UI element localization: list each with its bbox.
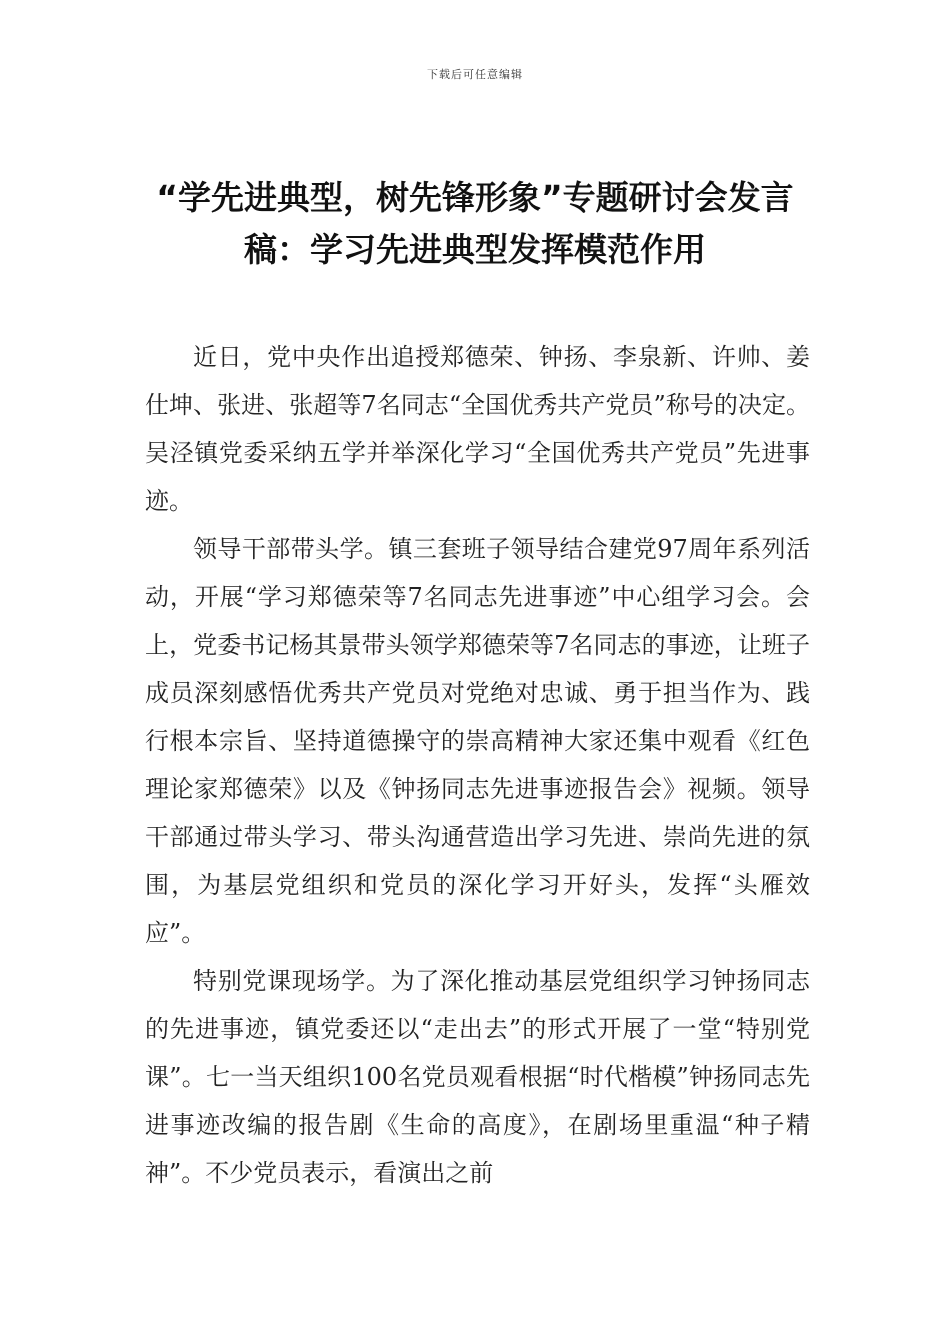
header-note: 下载后可任意编辑 bbox=[427, 68, 523, 81]
document-body bbox=[145, 333, 810, 1197]
paragraph-3: 特别党课现场学。为了深化推动基层党组织学习钟扬同志的先进事迹，镇党委还以“走出去”的形式开展了一堂“特别党课”。七一当天组织100名党员观看根据“时代楷模”钟扬同志先进事迹改编的报告剧《生命的高度》，在剧场里重温“种子精神”。不少党员表示，看演出之前 bbox=[145, 967, 810, 1187]
paragraph-2: 领导干部带头学。镇三套班子领导结合建党97周年系列活动，开展“学习郑德荣等7名同志先进事迹”中心组学习会。会上，党委书记杨其景带头领学郑德荣等7名同志的事迹，让班子成员深刻感悟优秀共产党员对党绝对忠诚、勇于担当作为、践行根本宗旨、坚持道德操守的崇高精神大家还集中观看《红色理论家郑德荣》以及《钟扬同志先进事迹报告会》视频。领导干部通过带头学习、带头沟通营造出学习先进、崇尚先进的氛围，为基层党组织和党员的深化学习开好头，发挥“头雁效应”。 bbox=[145, 535, 810, 947]
paragraph-1: 近日，党中央作出追授郑德荣、钟扬、李泉新、许帅、姜仕坤、张进、张超等7名同志“全国优秀共产党员”称号的决定。吴泾镇党委采纳五学并举深化学习“全国优秀共产党员”先进事迹。 bbox=[145, 343, 810, 515]
document-title: “学先进典型，树先锋形象”专题研讨会发言稿：学习先进典型发挥模范作用 bbox=[156, 178, 794, 269]
